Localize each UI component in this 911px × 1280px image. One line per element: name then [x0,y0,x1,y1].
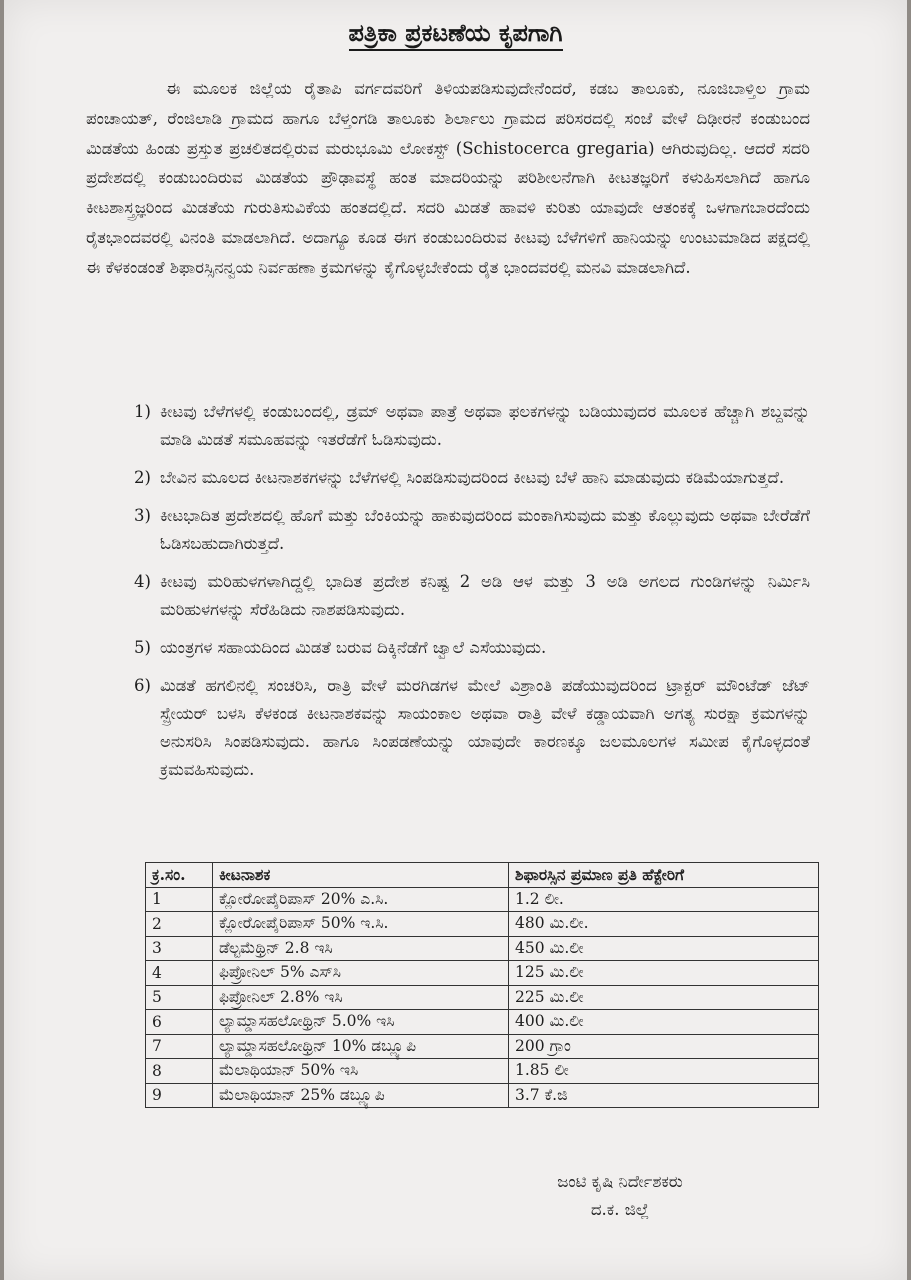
cell-serial: 9 [146,1083,213,1108]
list-item [134,672,810,784]
cell-insecticide: ಮೆಲಾಥಿಯಾನ್ 50% ಇಸಿ [213,1059,509,1084]
signature-block [470,1168,770,1224]
cell-dosage: 3.7 ಕೆ.ಜಿ [509,1083,819,1108]
table-row [146,887,819,912]
cell-insecticide: ಕ್ಲೋರೋಪೈರಿಪಾಸ್ 50% ಇ.ಸಿ. [213,912,509,937]
insecticide-table [145,862,819,1108]
document-title [0,18,911,47]
cell-insecticide: ಡೆಲ್ಟಮೆಥ್ರಿನ್ 2.8 ಇಸಿ [213,936,509,961]
cell-serial: 2 [146,912,213,937]
cell-dosage: 480 ಮಿ.ಲೀ. [509,912,819,937]
step-text: ಕೀಟಭಾದಿತ ಪ್ರದೇಶದಲ್ಲಿ ಹೊಗೆ ಮತ್ತು ಬೆಂಕಿಯನ್ನು ಹಾಕುವುದರಿಂದ ಮಂಕಾಗಿಸುವುದು ಮತ್ತು ಕೊಲ್ಲುವುದು ಅಥವಾ ಬೇರೆಡೆಗೆ ಓಡಿಸಬಹುದಾಗಿರುತ್ತದೆ. [160,506,810,553]
cell-dosage: 225 ಮಿ.ಲೀ [509,985,819,1010]
table-header-row [146,863,819,888]
signatory-designation: ಜಂಟಿ ಕೃಷಿ ನಿರ್ದೇಶಕರು [557,1172,683,1191]
cell-dosage: 1.85 ಲೀ [509,1059,819,1084]
table-row [146,1083,819,1108]
step-text: ಯಂತ್ರಗಳ ಸಹಾಯದಿಂದ ಮಿಡತೆ ಬರುವ ದಿಕ್ಕಿನೆಡೆಗೆ ಜ್ವಾಲೆ ಎಸೆಯುವುದು. [160,638,547,657]
list-item [134,464,810,492]
cell-insecticide: ಲ್ಯಾಮ್ಡಾಸಹಲೋಥ್ರಿನ್ 5.0% ಇಸಿ [213,1010,509,1035]
table-row [146,985,819,1010]
table-row [146,961,819,986]
step-number: 5) [134,638,151,657]
title-text: ಪತ್ರಿಕಾ ಪ್ರಕಟಣೆಯ ಕೃಪಗಾಗಿ [349,18,563,51]
step-text: ಬೇವಿನ ಮೂಲದ ಕೀಟನಾಶಕಗಳನ್ನು ಬೆಳೆಗಳಲ್ಲಿ ಸಿಂಪಡಿಸುವುದರಿಂದ ಕೀಟವು ಬೆಳೆ ಹಾನಿ ಮಾಡುವುದು ಕಡಿಮೆಯಾಗುತ್ತದೆ. [160,468,785,487]
steps-list [134,398,810,794]
cell-dosage: 400 ಮಿ.ಲೀ [509,1010,819,1035]
cell-serial: 6 [146,1010,213,1035]
cell-insecticide: ಲ್ಯಾಮ್ಡಾಸಹಲೋಥ್ರಿನ್ 10% ಡಬ್ಲ್ಯೂಪಿ [213,1034,509,1059]
header-insecticide: ಕೀಟನಾಶಕ [213,863,509,888]
cell-insecticide: ಫಿಪ್ರೋನಿಲ್ 5% ಎಸ್‌ಸಿ [213,961,509,986]
step-text: ಮಿಡತೆ ಹಗಲಿನಲ್ಲಿ ಸಂಚರಿಸಿ, ರಾತ್ರಿ ವೇಳೆ ಮರಗಿಡಗಳ ಮೇಲೆ ವಿಶ್ರಾಂತಿ ಪಡೆಯುವುದರಿಂದ ಟ್ರಾಕ್ಟರ್ ಮೌಂಟೆಡ್ ಜೆಟ್ ಸ್ಪ್ರೇಯರ್ ಬಳಸಿ ಕೆಳಕಂಡ ಕೀಟನಾಶಕವನ್ನು ಸಾಯಂಕಾಲ ಅಥವಾ ರಾತ್ರಿ ವೇಳೆ ಕಡ್ಡಾಯವಾಗಿ ಅಗತ್ಯ ಸುರಕ್ಷಾ ಕ್ರಮಗಳನ್ನು ಅನುಸರಿಸಿ ಸಿಂಪಡಿಸುವುದು. ಹಾಗೂ ಸಿಂಪಡಣೆಯನ್ನು ಯಾವುದೇ ಕಾರಣಕ್ಕೂ ಜಲಮೂಲಗಳ ಸಮೀಪ ಕೈಗೊಳ್ಳದಂತೆ ಕ್ರಮವಹಿಸುವುದು. [160,676,810,779]
cell-insecticide: ಫಿಪ್ರೋನಿಲ್ 2.8% ಇಸಿ [213,985,509,1010]
header-dosage: ಶಿಫಾರಸ್ಸಿನ ಪ್ರಮಾಣ ಪ್ರತಿ ಹೆಕ್ಟೇರಿಗೆ [509,863,819,888]
step-text: ಕೀಟವು ಮರಿಹುಳಗಳಾಗಿದ್ದಲ್ಲಿ ಭಾದಿತ ಪ್ರದೇಶ ಕನಿಷ್ಟ 2 ಅಡಿ ಆಳ ಮತ್ತು 3 ಅಡಿ ಅಗಲದ ಗುಂಡಿಗಳನ್ನು ನಿರ್ಮಿಸಿ ಮರಿಹುಳಗಳನ್ನು ಸೆರೆಹಿಡಿದು ನಾಶಪಡಿಸುವುದು. [160,572,810,619]
table-row [146,1010,819,1035]
cell-dosage: 200 ಗ್ರಾಂ [509,1034,819,1059]
cell-serial: 5 [146,985,213,1010]
cell-insecticide: ಕ್ಲೋರೋಪೈರಿಪಾಸ್ 20% ಎ.ಸಿ. [213,887,509,912]
cell-serial: 8 [146,1059,213,1084]
list-item [134,568,810,624]
step-text: ಕೀಟವು ಬೆಳೆಗಳಲ್ಲಿ ಕಂಡುಬಂದಲ್ಲಿ, ಡ್ರಮ್ ಅಥವಾ ಪಾತ್ರೆ ಅಥವಾ ಫಲಕಗಳನ್ನು ಬಡಿಯುವುದರ ಮೂಲಕ ಹೆಚ್ಚಾಗಿ ಶಬ್ದವನ್ನು ಮಾಡಿ ಮಿಡತೆ ಸಮೂಹವನ್ನು ಇತರೆಡೆಗೆ ಓಡಿಸುವುದು. [160,402,810,449]
cell-serial: 3 [146,936,213,961]
step-number: 1) [134,402,151,421]
table-row [146,936,819,961]
step-number: 6) [134,676,151,695]
cell-serial: 7 [146,1034,213,1059]
table-row [146,1034,819,1059]
header-serial: ಕ್ರ.ಸಂ. [146,863,213,888]
intro-paragraph: ಈ ಮೂಲಕ ಜಿಲ್ಲೆಯ ರೈತಾಪಿ ವರ್ಗದವರಿಗೆ ತಿಳಿಯಪಡಿಸುವುದೇನೆಂದರೆ, ಕಡಬ ತಾಲೂಕು, ನೂಜಿಬಾಳ್ತಿಲ ಗ್ರಾಮ ಪಂಚಾಯತ್, ರೆಂಜಿಲಾಡಿ ಗ್ರಾಮದ ಹಾಗೂ ಬೆಳ್ತಂಗಡಿ ತಾಲೂಕು ಶಿರ್ಲಾಲು ಗ್ರಾಮದ ಪರಿಸರದಲ್ಲಿ ಸಂಜೆ ವೇಳೆ ದಿಢೀರನೆ ಕಂಡುಬಂದ ಮಿಡತೆಯ ಹಿಂಡು ಪ್ರಸ್ತುತ ಪ್ರಚಲಿತದಲ್ಲಿರುವ ಮರುಭೂಮಿ ಲೋಕಸ್ಟ್ (Schistocerca gregaria) ಆಗಿರುವುದಿಲ್ಲ. ಆದರೆ ಸದರಿ ಪ್ರದೇಶದಲ್ಲಿ ಕಂಡುಬಂದಿರುವ ಮಿಡತೆಯ ಪ್ರೌಢಾವಸ್ಥೆ ಹಂತ ಮಾದರಿಯನ್ನು ಪರಿಶೀಲನೆಗಾಗಿ ಕೀಟತಜ್ಞರಿಗೆ ಕಳುಹಿಸಲಾಗಿದೆ ಹಾಗೂ ಕೀಟಶಾಸ್ತ್ರಜ್ಞರಿಂದ ಮಿಡತೆಯ ಗುರುತಿಸುವಿಕೆಯ ಹಂತದಲ್ಲಿದೆ. ಸದರಿ ಮಿಡತೆ ಹಾವಳಿ ಕುರಿತು ಯಾವುದೇ ಆತಂಕಕ್ಕೆ ಒಳಗಾಗಬಾರದೆಂದು ರೈತಭಾಂದವರಲ್ಲಿ ವಿನಂತಿ ಮಾಡಲಾಗಿದೆ. ಅದಾಗ್ಯೂ ಕೂಡ ಈಗ ಕಂಡುಬಂದಿರುವ ಕೀಟವು ಬೆಳೆಗಳಿಗೆ ಹಾನಿಯನ್ನು ಉಂಟುಮಾಡಿದ ಪಕ್ಷದಲ್ಲಿ ಈ ಕೆಳಕಂಡಂತೆ ಶಿಫಾರಸ್ಸಿನನ್ವಯ ನಿರ್ವಹಣಾ ಕ್ರಮಗಳನ್ನು ಕೈಗೊಳ್ಳಬೇಕೆಂದು ರೈತ ಭಾಂದವರಲ್ಲಿ ಮನವಿ ಮಾಡಲಾಗಿದೆ. [86,79,810,277]
cell-dosage: 1.2 ಲೀ. [509,887,819,912]
cell-insecticide: ಮೆಲಾಥಿಯಾನ್ 25% ಡಬ್ಲ್ಯೂಪಿ [213,1083,509,1108]
cell-serial: 4 [146,961,213,986]
table-row [146,912,819,937]
step-number: 3) [134,506,151,525]
list-item [134,634,810,662]
signatory-district: ದ.ಕ. ಜಿಲ್ಲೆ [590,1200,650,1219]
list-item [134,398,810,454]
step-number: 2) [134,468,151,487]
cell-dosage: 450 ಮಿ.ಲೀ [509,936,819,961]
list-item [134,502,810,558]
cell-dosage: 125 ಮಿ.ಲೀ [509,961,819,986]
cell-serial: 1 [146,887,213,912]
table-row [146,1059,819,1084]
step-number: 4) [134,572,151,591]
